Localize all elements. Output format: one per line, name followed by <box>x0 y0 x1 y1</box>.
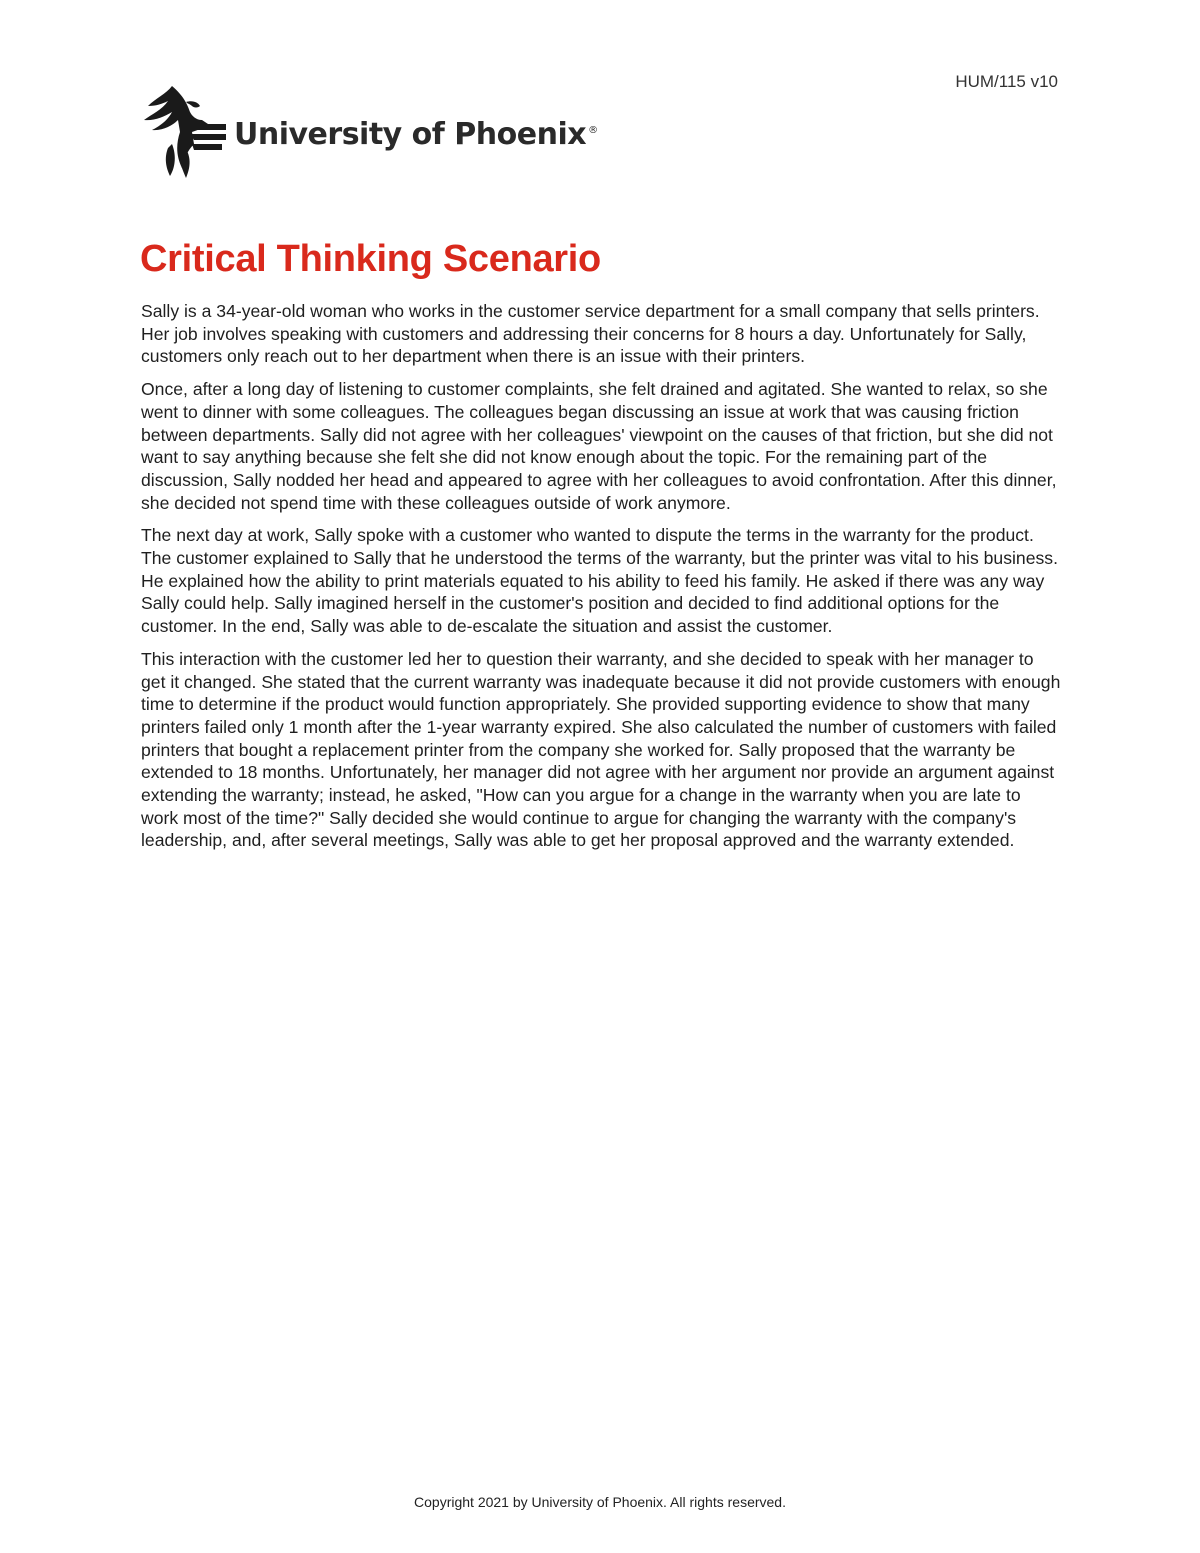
paragraph-1: Sally is a 34-year-old woman who works in the customer service department for a small company that sells printers. Her job involves speaking with customers and addressing their concerns for 8 hours a day. Unfortunately for Sally, customers only reach out to her department when there is an issue with their printers. <box>141 301 1040 367</box>
course-code: HUM/115 v10 <box>955 72 1058 91</box>
logo-wordmark: University of Phoenix ® <box>234 116 598 152</box>
paragraph-4: This interaction with the customer led her to question their warranty, and she decided to speak with her manager to get it changed. She stated that the current warranty was inadequate because it did not provide customers with enough time to determine if the product would function appropriately. She provided supporting evidence to show that many printers failed only 1 month after the 1-year warranty expired. She also calculated the number of customers with failed printers that bought a replacement printer from the company she worked for. Sally proposed that the warranty be extended to 18 months. Unfortunately, her manager did not agree with her argument nor provide an argument against extending the warranty; instead, he asked, "How can you argue for a change in the warranty when you are late to work most of the time?" Sally decided she would continue to argue for changing the warranty with the company's leadership, and, after several meetings, Sally was able to get her proposal approved and the warranty extended. <box>141 648 1061 851</box>
paragraph-3: The next day at work, Sally spoke with a customer who wanted to dispute the terms in the warranty for the product. The customer explained to Sally that he understood the terms of the warranty, but the printer was vital to his business. He explained how the ability to print materials equated to his ability to feed his family. He asked if there was any way Sally could help. Sally imagined herself in the customer's position and decided to find additional options for the customer. In the end, Sally was able to de-escalate the situation and assist the customer. <box>141 525 1058 637</box>
registered-mark: ® <box>588 124 598 136</box>
document-body <box>141 300 1061 862</box>
phoenix-bird-icon <box>142 84 226 180</box>
document-title: Critical Thinking Scenario <box>140 238 601 280</box>
paragraph-2: Once, after a long day of listening to customer complaints, she felt drained and agitated. She wanted to relax, so she went to dinner with some colleagues. The colleagues began discussing an issue at work that was causing friction between departments. Sally did not agree with her colleagues' viewpoint on the causes of that friction, but she did not want to say anything because she felt she did not know enough about the topic. For the remaining part of the discussion, Sally nodded her head and appeared to agree with her colleagues to avoid confrontation. After this dinner, she decided not spend time with these colleagues outside of work anymore. <box>141 379 1057 513</box>
university-logo <box>142 84 598 180</box>
copyright-footer: Copyright 2021 by University of Phoenix. All rights reserved. <box>414 1494 786 1510</box>
